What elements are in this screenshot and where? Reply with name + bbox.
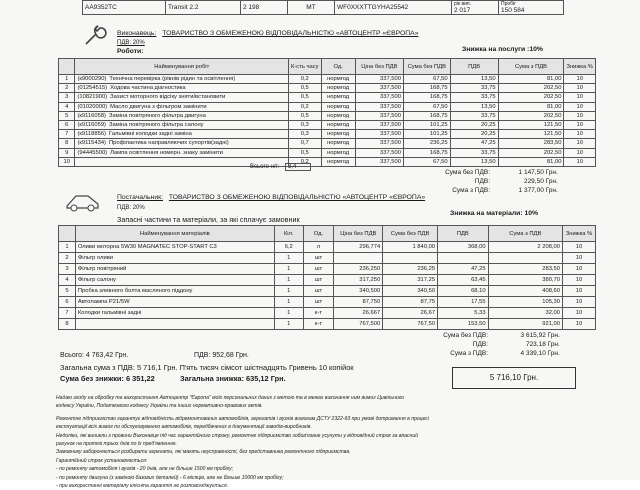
works-cell-n: 4 bbox=[59, 102, 75, 111]
grand-all: Всього: 4 763,42 Грн. bbox=[60, 352, 129, 359]
parts-cell-price: 317,250 bbox=[334, 275, 383, 286]
works-cell-price: 337,500 bbox=[355, 157, 403, 166]
parts-cell-disc: 10 bbox=[562, 286, 595, 297]
fine-line: Гарантійний строк установлюється: bbox=[56, 457, 148, 464]
works-total-line bbox=[420, 187, 568, 194]
parts-header-total: Сума з ПДВ bbox=[488, 226, 562, 242]
parts-cell-name: Автолампа P21/5W bbox=[75, 297, 274, 308]
fine-line: Надаю згоду на обробку та використання Автоцентр "Європа" моїх персональних даних з метою та в межах виконання ним вимог Цивільного bbox=[56, 395, 404, 401]
fine-line: Недоліки, які виникли з провини Виконавця під час гарантійного строку, ремонтне підприємство зобов'язане усунути у відповідний строк за власний bbox=[56, 432, 419, 439]
parts-cell-sum: 1 840,00 bbox=[383, 242, 438, 253]
vehicle-vin: WF0XXXTTGYHA25542 bbox=[335, 1, 452, 15]
works-cell-n: 9 bbox=[59, 148, 75, 157]
parts-vat-line bbox=[410, 341, 570, 348]
works-cell-qty: 0,5 bbox=[288, 111, 321, 120]
parts-header-name: Найменування матеріалів bbox=[75, 226, 274, 242]
works-cell-disc: 10 bbox=[564, 130, 596, 139]
works-cell-sum: 101,25 bbox=[403, 130, 450, 139]
works-cell-sum: 168,75 bbox=[403, 93, 450, 102]
works-cell-sum: 67,50 bbox=[403, 157, 450, 166]
fine-line: - по ремонту автомобіля і вузлів - 20 днів, але не більше 1500 км пробігу; bbox=[56, 466, 234, 473]
grand-no-discount: Сума без знижки: 6 351,22 bbox=[60, 374, 155, 383]
works-sum-line bbox=[420, 169, 568, 176]
parts-header-qty: Кіл. bbox=[274, 226, 303, 242]
parts-vat-total-label: ПДВ: bbox=[472, 341, 488, 348]
parts-cell-unit: шт bbox=[303, 253, 334, 264]
parts-cell-sum: 236,25 bbox=[383, 264, 438, 275]
works-cell-unit: нормгод bbox=[321, 120, 355, 129]
works-cell-title: Профілактика направляючих супортів(задні) bbox=[109, 140, 229, 147]
works-row bbox=[59, 139, 596, 148]
works-cell-sum: 67,50 bbox=[403, 75, 450, 84]
parts-cell-price bbox=[334, 253, 383, 264]
parts-cell-total: 283,50 bbox=[488, 264, 562, 275]
parts-cell-disc: 10 bbox=[562, 242, 595, 253]
works-cell-total: 121,50 bbox=[498, 120, 564, 129]
works-cell-disc: 10 bbox=[564, 139, 596, 148]
works-cell-qty: 0,5 bbox=[288, 84, 321, 93]
parts-row bbox=[59, 275, 596, 286]
vehicle-info-table bbox=[82, 0, 564, 15]
works-vat-line bbox=[420, 178, 568, 185]
works-row bbox=[59, 75, 596, 84]
works-cell-code: (01254515) bbox=[77, 85, 108, 92]
parts-cell-total: 408,60 bbox=[488, 286, 562, 297]
car-parts-icon bbox=[64, 190, 104, 212]
works-cell-vat: 33,75 bbox=[450, 84, 498, 93]
parts-row bbox=[59, 319, 596, 330]
parts-cell-n: 1 bbox=[59, 242, 76, 253]
parts-cell-total: 32,00 bbox=[488, 308, 562, 319]
works-cell-n: 3 bbox=[59, 93, 75, 102]
parts-cell-vat: 47,25 bbox=[438, 264, 489, 275]
works-cell-disc: 10 bbox=[564, 75, 596, 84]
works-cell-price: 337,500 bbox=[355, 93, 403, 102]
parts-cell-sum bbox=[383, 253, 438, 264]
works-cell-vat: 47,25 bbox=[450, 139, 498, 148]
works-cell-title: Лампа освітлення номерн. знаку замінити bbox=[110, 149, 223, 156]
parts-cell-unit: шт bbox=[303, 286, 334, 297]
works-cell-name bbox=[75, 111, 289, 120]
works-cell-price: 337,500 bbox=[355, 148, 403, 157]
works-cell-title: Заміна повітряного фільтра двигуна bbox=[109, 112, 206, 119]
works-cell-unit: нормгод bbox=[321, 84, 355, 93]
parts-cell-unit: к-т bbox=[303, 308, 334, 319]
parts-table bbox=[58, 225, 596, 330]
works-cell-code: (94445500) bbox=[77, 149, 108, 156]
parts-cell-price: 296,774 bbox=[334, 242, 383, 253]
parts-cell-total: 2 208,00 bbox=[488, 242, 562, 253]
parts-section-label: Запасні частини та матеріали, за які сплачує замовник bbox=[117, 215, 300, 224]
works-table bbox=[58, 58, 596, 167]
fine-line: експлуатації всіх вимог по обслуговуванню автомобілів, передбачених в документації заводів-виробників. bbox=[56, 424, 312, 431]
works-cell-qty: 0,5 bbox=[288, 93, 321, 102]
works-cell-disc: 10 bbox=[564, 111, 596, 120]
wrench-icon bbox=[82, 24, 106, 48]
works-cell-name bbox=[75, 84, 289, 93]
parts-cell-total bbox=[488, 253, 562, 264]
parts-cell-sum: 26,67 bbox=[383, 308, 438, 319]
works-total-label: Сума з ПДВ: bbox=[452, 187, 490, 194]
works-row bbox=[59, 130, 596, 139]
vehicle-mileage: 150 584 bbox=[501, 7, 525, 14]
parts-total-value: 4 339,10 Грн. bbox=[520, 350, 560, 357]
parts-cell-total: 380,70 bbox=[488, 275, 562, 286]
parts-cell-sum: 767,50 bbox=[383, 319, 438, 330]
parts-cell-vat: 153,50 bbox=[438, 319, 489, 330]
works-cell-unit: нормгод bbox=[321, 75, 355, 84]
works-total-value: 1 377,00 Грн. bbox=[518, 187, 558, 194]
parts-cell-price: 236,250 bbox=[334, 264, 383, 275]
parts-cell-vat: 68,10 bbox=[438, 286, 489, 297]
works-section-label: Роботи: bbox=[117, 48, 144, 55]
parts-cell-n: 3 bbox=[59, 264, 76, 275]
parts-cell-sum: 340,50 bbox=[383, 286, 438, 297]
parts-cell-name: Колодки гальмівні задні bbox=[75, 308, 274, 319]
works-cell-title: Технічна перевірка (рівнів рідин та освітлення) bbox=[109, 76, 236, 83]
parts-cell-n: 7 bbox=[59, 308, 76, 319]
works-cell-name bbox=[75, 148, 289, 157]
executor-line bbox=[117, 30, 419, 37]
works-cell-price: 337,500 bbox=[355, 130, 403, 139]
works-cell-vat: 33,75 bbox=[450, 148, 498, 157]
works-cell-name bbox=[75, 75, 289, 84]
vehicle-plate: AA9352TC bbox=[83, 1, 166, 15]
parts-sum-value: 3 615,92 Грн. bbox=[520, 332, 560, 339]
works-cell-total: 202,50 bbox=[498, 84, 564, 93]
works-cell-sum: 168,75 bbox=[403, 148, 450, 157]
works-cell-n: 2 bbox=[59, 84, 75, 93]
works-header-sum: Сума без ПДВ bbox=[403, 59, 450, 75]
parts-header-vat: ПДВ bbox=[438, 226, 489, 242]
parts-cell-qty: 1 bbox=[274, 275, 303, 286]
works-row bbox=[59, 93, 596, 102]
works-cell-unit: нормгод bbox=[321, 148, 355, 157]
parts-row bbox=[59, 264, 596, 275]
grand-discount: Загальна знижка: 635,12 Грн. bbox=[180, 374, 286, 383]
works-header-name: Найменування робіт bbox=[75, 59, 289, 75]
parts-cell-name: Фільтр салону bbox=[75, 275, 274, 286]
works-cell-n: 6 bbox=[59, 120, 75, 129]
works-row bbox=[59, 157, 596, 166]
parts-row bbox=[59, 253, 596, 264]
fine-print bbox=[56, 394, 576, 490]
parts-cell-qty: 1 bbox=[274, 297, 303, 308]
parts-cell-price: 87,750 bbox=[334, 297, 383, 308]
works-row bbox=[59, 102, 596, 111]
works-vat-total-value: 229,50 Грн. bbox=[523, 178, 558, 185]
parts-cell-n: 5 bbox=[59, 286, 76, 297]
works-cell-unit: нормгод bbox=[321, 93, 355, 102]
works-cell-title: Ходова частина діагностика bbox=[110, 85, 186, 92]
vehicle-transmission: MT bbox=[288, 1, 335, 15]
parts-cell-vat: 5,33 bbox=[438, 308, 489, 319]
works-cell-price: 337,500 bbox=[355, 102, 403, 111]
works-discount-label: Знижка на послуги :10% bbox=[462, 46, 543, 53]
works-cell-code: (к9000290) bbox=[77, 76, 107, 83]
works-cell-disc: 10 bbox=[564, 157, 596, 166]
grand-boxed-total: 5 716,10 Грн. bbox=[452, 367, 576, 389]
parts-cell-vat: 17,55 bbox=[438, 297, 489, 308]
parts-total-line bbox=[410, 350, 570, 357]
works-cell-price: 337,500 bbox=[355, 139, 403, 148]
works-cell-unit: нормгод bbox=[321, 111, 355, 120]
works-row bbox=[59, 120, 596, 129]
year-label: рік вип. bbox=[454, 1, 472, 7]
works-cell-vat: 13,50 bbox=[450, 102, 498, 111]
parts-cell-qty: 1 bbox=[274, 264, 303, 275]
works-cell-price: 337,500 bbox=[355, 75, 403, 84]
parts-cell-disc: 10 bbox=[562, 319, 595, 330]
executor-name: ТОВАРИСТВО З ОБМЕЖЕНОЮ ВІДПОВІДАЛЬНІСТЮ «АВТОЦЕНТР «ЄВРОПА» bbox=[162, 30, 419, 37]
parts-cell-n: 4 bbox=[59, 275, 76, 286]
parts-cell-sum: 317,25 bbox=[383, 275, 438, 286]
parts-sum-line bbox=[410, 332, 570, 339]
works-cell-sum: 236,25 bbox=[403, 139, 450, 148]
works-sum-value: 1 147,50 Грн. bbox=[518, 169, 558, 176]
parts-cell-n: 6 bbox=[59, 297, 76, 308]
parts-cell-disc: 10 bbox=[562, 297, 595, 308]
works-cell-disc: 10 bbox=[564, 148, 596, 157]
parts-cell-qty: 1 bbox=[274, 286, 303, 297]
works-cell-qty: 0,3 bbox=[288, 130, 321, 139]
parts-cell-vat: 63,45 bbox=[438, 275, 489, 286]
supplier-label: Постачальник: bbox=[117, 194, 163, 201]
parts-cell-unit: к-т bbox=[303, 319, 334, 330]
works-cell-code: (01020000) bbox=[77, 103, 108, 110]
parts-header-discount: Знижка % bbox=[562, 226, 595, 242]
works-cell-qty: 0,2 bbox=[288, 102, 321, 111]
works-cell-vat: 13,50 bbox=[450, 157, 498, 166]
works-cell-total: 121,50 bbox=[498, 130, 564, 139]
parts-cell-price: 767,500 bbox=[334, 319, 383, 330]
works-cell-total: 202,50 bbox=[498, 93, 564, 102]
works-header-unit: Од. bbox=[321, 59, 355, 75]
works-cell-n: 5 bbox=[59, 111, 75, 120]
works-cell-sum: 168,75 bbox=[403, 84, 450, 93]
works-cell-n: 10 bbox=[59, 157, 75, 166]
mileage-label: Пробіг bbox=[501, 1, 516, 7]
parts-cell-name bbox=[75, 319, 274, 330]
works-cell-vat: 20,25 bbox=[450, 120, 498, 129]
grand-vat: ПДВ: 952,68 Грн. bbox=[194, 352, 249, 359]
works-cell-name bbox=[75, 120, 289, 129]
works-cell-unit: нормгод bbox=[321, 102, 355, 111]
parts-row bbox=[59, 308, 596, 319]
parts-row bbox=[59, 242, 596, 253]
works-cell-n: 1 bbox=[59, 75, 75, 84]
works-cell-total: 81,00 bbox=[498, 102, 564, 111]
works-cell-qty: 0,2 bbox=[288, 157, 321, 166]
parts-cell-n: 8 bbox=[59, 319, 76, 330]
works-cell-qty: 0,3 bbox=[288, 120, 321, 129]
parts-cell-disc: 10 bbox=[562, 264, 595, 275]
works-header-price: Ціна без ПДВ bbox=[355, 59, 403, 75]
parts-header-unit: Од. bbox=[303, 226, 334, 242]
parts-cell-unit: шт bbox=[303, 297, 334, 308]
parts-header-sum: Сума без ПДВ bbox=[383, 226, 438, 242]
parts-cell-sum: 87,75 bbox=[383, 297, 438, 308]
parts-cell-name: Оливи моторна 5W30 MAGNATEC STOP-START C3 bbox=[75, 242, 274, 253]
works-sum-label: Сума без ПДВ: bbox=[445, 169, 490, 176]
parts-cell-qty: 6,2 bbox=[274, 242, 303, 253]
parts-cell-disc: 10 bbox=[562, 253, 595, 264]
parts-cell-unit: шт bbox=[303, 275, 334, 286]
works-cell-sum: 101,25 bbox=[403, 120, 450, 129]
parts-cell-vat: 368,00 bbox=[438, 242, 489, 253]
vehicle-model: Transit 2.2 bbox=[166, 1, 241, 15]
works-cell-unit: нормгод bbox=[321, 157, 355, 166]
parts-cell-qty: 1 bbox=[274, 308, 303, 319]
fine-line: Замовнику забороняється розбирати агрегати, які мають неусправності, без представника ремонтного підприємства. bbox=[56, 449, 351, 456]
works-cell-code: (к9116058) bbox=[77, 112, 106, 119]
works-total-hours: 3,4 bbox=[285, 163, 311, 171]
parts-cell-price: 340,500 bbox=[334, 286, 383, 297]
works-cell-unit: нормгод bbox=[321, 130, 355, 139]
parts-cell-name: Фільтр повітряний bbox=[75, 264, 274, 275]
works-cell-title: Заміна повітряного фільтра салону bbox=[109, 122, 204, 129]
works-cell-title: Гальмівні колодки задні заміна bbox=[109, 131, 192, 138]
vehicle-engine: 2 198 bbox=[241, 1, 288, 15]
works-cell-disc: 10 bbox=[564, 84, 596, 93]
works-cell-vat: 33,75 bbox=[450, 93, 498, 102]
works-cell-vat: 33,75 bbox=[450, 111, 498, 120]
parts-cell-disc: 10 bbox=[562, 275, 595, 286]
parts-cell-vat bbox=[438, 253, 489, 264]
works-cell-code: (10821900) bbox=[77, 94, 108, 101]
works-header-total: Сума з ПДВ bbox=[498, 59, 564, 75]
works-row bbox=[59, 148, 596, 157]
grand-total-line: Загальна сума з ПДВ: 5 716,1 Грн. П'ять тисяч сімсот шістнадцять Гривень 10 копійок bbox=[60, 363, 354, 372]
supplier-line bbox=[117, 194, 425, 201]
works-cell-qty: 0,5 bbox=[288, 148, 321, 157]
parts-vat-total-value: 723,18 Грн. bbox=[525, 341, 560, 348]
fine-line: Ремонтне підприємство гарантує відповідність відремонтованих автомобілів, агрегатів і вузлів вимогам ДСТУ 2322-93 при умові дотримання в процесі bbox=[56, 415, 430, 422]
works-cell-qty: 0,2 bbox=[288, 75, 321, 84]
works-total-hours-label: Всього н/г: bbox=[250, 164, 280, 170]
works-cell-disc: 10 bbox=[564, 102, 596, 111]
works-cell-title: Масло двигуна з фільтром замінити bbox=[110, 103, 207, 110]
works-cell-total: 81,00 bbox=[498, 157, 564, 166]
works-row bbox=[59, 111, 596, 120]
parts-cell-qty: 1 bbox=[274, 319, 303, 330]
works-cell-disc: 10 bbox=[564, 120, 596, 129]
works-cell-total: 202,50 bbox=[498, 111, 564, 120]
works-total-hours-line bbox=[250, 163, 311, 171]
works-cell-title: Захист моторного відсіку зняти/встановити bbox=[110, 94, 226, 101]
works-cell-price: 337,500 bbox=[355, 120, 403, 129]
works-cell-total: 283,50 bbox=[498, 139, 564, 148]
works-cell-disc: 10 bbox=[564, 93, 596, 102]
works-cell-name bbox=[75, 139, 289, 148]
works-cell-unit: нормгод bbox=[321, 139, 355, 148]
parts-cell-unit: шт bbox=[303, 264, 334, 275]
works-cell-name bbox=[75, 130, 289, 139]
parts-cell-unit: л bbox=[303, 242, 334, 253]
works-row bbox=[59, 84, 596, 93]
parts-header-price: Ціна без ПДВ bbox=[334, 226, 383, 242]
parts-row bbox=[59, 297, 596, 308]
vehicle-year: 2 017 bbox=[454, 7, 471, 14]
parts-cell-total: 105,30 bbox=[488, 297, 562, 308]
parts-sum-label: Сума без ПДВ: bbox=[443, 332, 488, 339]
works-cell-n: 7 bbox=[59, 130, 75, 139]
works-cell-sum: 67,50 bbox=[403, 102, 450, 111]
works-header-qty: К-сть часу bbox=[288, 59, 321, 75]
parts-cell-qty: 1 bbox=[274, 253, 303, 264]
works-cell-vat: 13,50 bbox=[450, 75, 498, 84]
parts-cell-price: 26,667 bbox=[334, 308, 383, 319]
works-cell-code: (к9115434) bbox=[77, 140, 106, 147]
parts-cell-disc: 10 bbox=[562, 308, 595, 319]
parts-cell-n: 2 bbox=[59, 253, 76, 264]
works-cell-n: 8 bbox=[59, 139, 75, 148]
works-cell-total: 202,50 bbox=[498, 148, 564, 157]
works-cell-vat: 20,25 bbox=[450, 130, 498, 139]
works-vat-label: ПДВ: 20% bbox=[117, 40, 145, 46]
works-cell-qty: 0,7 bbox=[288, 139, 321, 148]
executor-label: Виконавець: bbox=[117, 30, 157, 37]
parts-cell-name: Пробка зливного болта масляного піддону bbox=[75, 286, 274, 297]
works-cell-name bbox=[75, 102, 289, 111]
works-cell-price: 337,500 bbox=[355, 111, 403, 120]
fine-line: - по ремонту двигуна (з заміною базових деталей) - 6 місяців, але не більше 10000 км пробігу; bbox=[56, 474, 284, 481]
works-header-vat: ПДВ bbox=[450, 59, 498, 75]
parts-discount-label: Знижка на матеріали: 10% bbox=[450, 210, 539, 217]
fine-line: рахунок на протязі трьох днів по їх пред'явленню. bbox=[56, 441, 177, 448]
parts-cell-name: Фільтр оливи bbox=[75, 253, 274, 264]
parts-cell-total: 921,00 bbox=[488, 319, 562, 330]
fine-line: - при використанні матеріалу клієнта гарантія не розповсюджується. bbox=[56, 483, 229, 490]
fine-line: кодексу України, Податкового кодексу України та інших нормативно-правових актів. bbox=[56, 403, 263, 410]
works-cell-code: (к9118856) bbox=[77, 131, 106, 138]
parts-vat-label: ПДВ: 20% bbox=[117, 205, 145, 211]
works-cell-sum: 168,75 bbox=[403, 111, 450, 120]
works-cell-total: 81,00 bbox=[498, 75, 564, 84]
works-cell-price: 337,500 bbox=[355, 84, 403, 93]
works-cell-code: (к9116059) bbox=[77, 122, 106, 129]
parts-row bbox=[59, 286, 596, 297]
works-vat-total-label: ПДВ: bbox=[474, 178, 490, 185]
works-cell-name bbox=[75, 93, 289, 102]
parts-total-label: Сума з ПДВ: bbox=[450, 350, 488, 357]
works-header-discount: Знижка % bbox=[564, 59, 596, 75]
supplier-name: ТОВАРИСТВО З ОБМЕЖЕНОЮ ВІДПОВІДАЛЬНІСТЮ «АВТОЦЕНТР «ЄВРОПА» bbox=[168, 194, 426, 201]
